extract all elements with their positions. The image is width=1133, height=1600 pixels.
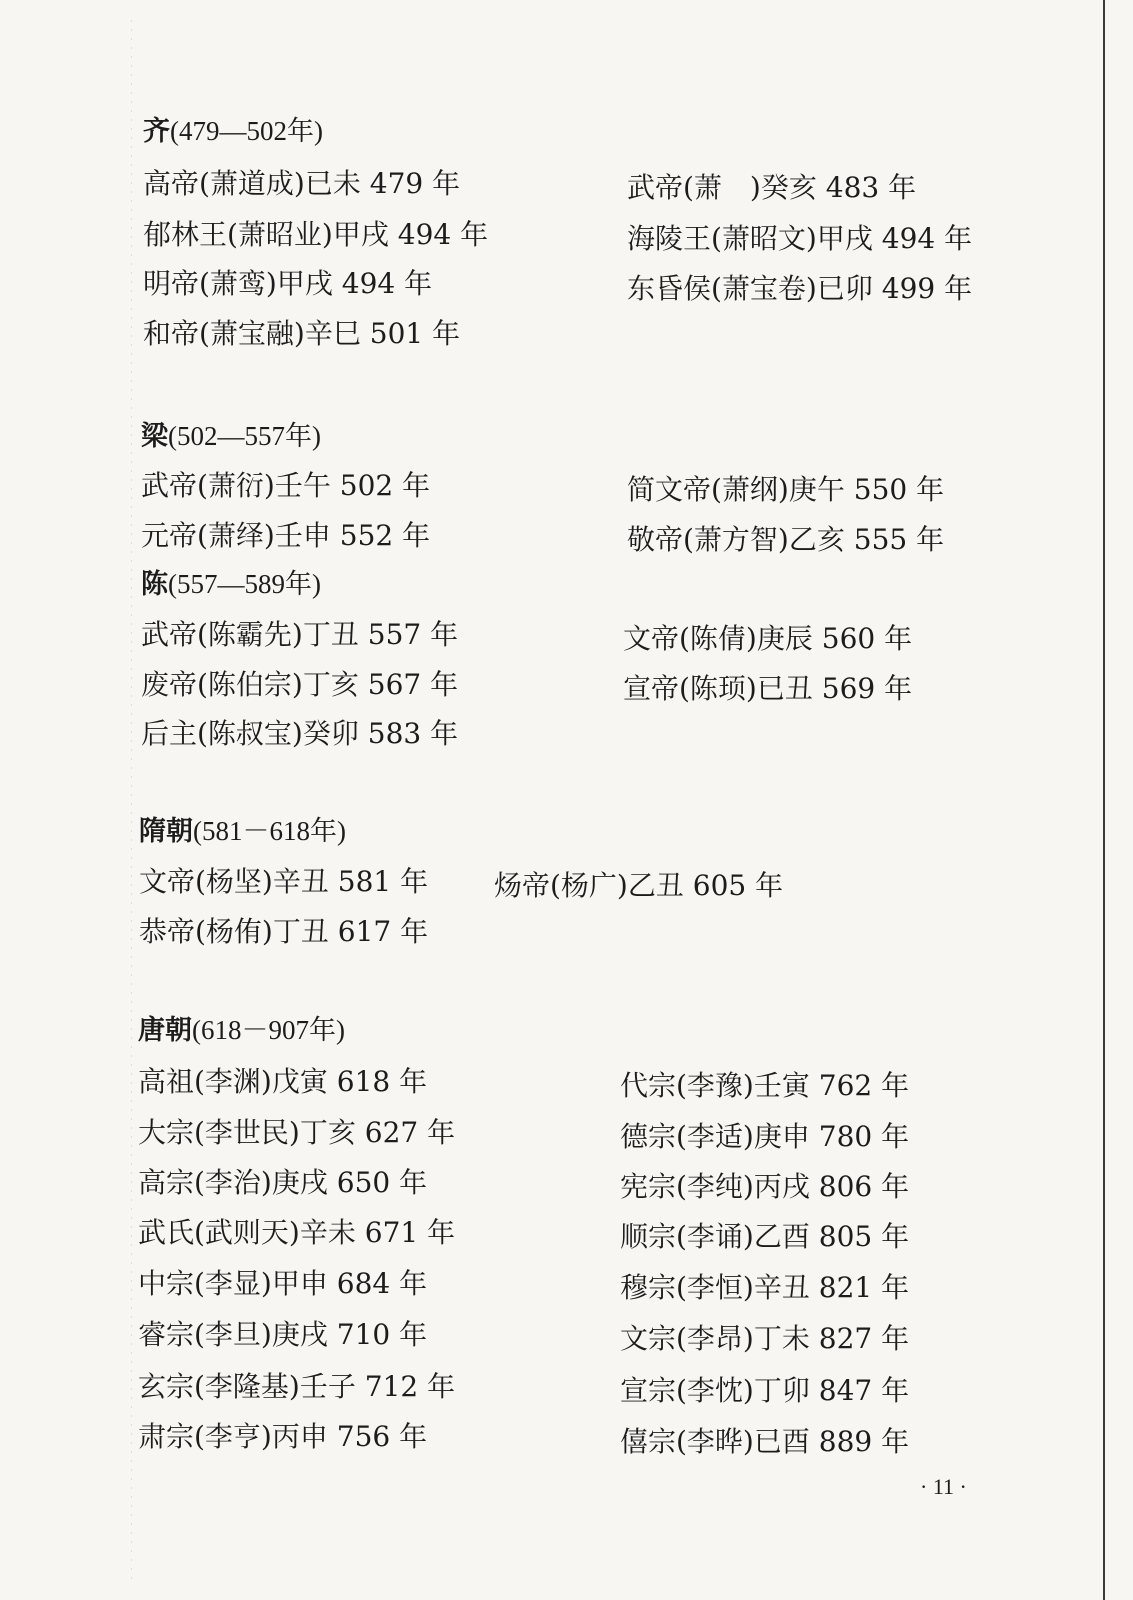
- entry: 宣宗(李忱)丁卯 847 年: [620, 1374, 910, 1407]
- entry: 肃宗(李亨)丙申 756 年: [138, 1420, 428, 1453]
- page-edge-rule: [1103, 0, 1105, 1600]
- entry: 武帝(陈霸先)丁丑 557 年: [141, 618, 459, 651]
- entry: 和帝(萧宝融)辛巳 501 年: [143, 317, 461, 350]
- entry: 郁林王(萧昭业)甲戌 494 年: [143, 218, 489, 251]
- entry: 武帝(萧 )癸亥 483 年: [627, 171, 917, 204]
- entry: 高祖(李渊)戊寅 618 年: [138, 1065, 428, 1098]
- entry: 大宗(李世民)丁亥 627 年: [138, 1116, 456, 1149]
- entry: 明帝(萧鸾)甲戌 494 年: [143, 267, 433, 300]
- entry: 废帝(陈伯宗)丁亥 567 年: [141, 668, 459, 701]
- entry: 高宗(李治)庚戌 650 年: [138, 1166, 428, 1199]
- entry: 宪宗(李纯)丙戌 806 年: [620, 1170, 910, 1203]
- entry: 德宗(李适)庚申 780 年: [620, 1120, 910, 1153]
- entry: 高帝(萧道成)已未 479 年: [143, 167, 461, 200]
- entry: 元帝(萧绎)壬申 552 年: [141, 519, 431, 552]
- section-heading-sui: 隋朝(581－618年): [139, 816, 346, 847]
- entry: 武氏(武则天)辛未 671 年: [138, 1216, 456, 1249]
- scan-shadow-line: [131, 20, 132, 1580]
- entry: 后主(陈叔宝)癸卯 583 年: [141, 717, 459, 750]
- entry: 文帝(杨坚)辛丑 581 年: [139, 865, 429, 898]
- entry: 炀帝(杨广)乙丑 605 年: [494, 869, 784, 902]
- entry: 代宗(李豫)壬寅 762 年: [620, 1069, 910, 1102]
- entry: 恭帝(杨侑)丁丑 617 年: [139, 915, 429, 948]
- entry: 简文帝(萧纲)庚午 550 年: [627, 473, 945, 506]
- page-number: · 11 ·: [920, 1474, 967, 1499]
- section-heading-liang: 梁(502—557年): [141, 421, 321, 452]
- entry: 海陵王(萧昭文)甲戌 494 年: [627, 222, 973, 255]
- entry: 东昏侯(萧宝卷)已卯 499 年: [627, 272, 973, 305]
- entry: 文宗(李昂)丁未 827 年: [620, 1322, 910, 1355]
- entry: 睿宗(李旦)庚戌 710 年: [138, 1318, 428, 1351]
- section-heading-tang: 唐朝(618－907年): [138, 1015, 345, 1046]
- entry: 武帝(萧衍)壬午 502 年: [141, 469, 431, 502]
- section-heading-qi: 齐(479—502年): [143, 116, 323, 147]
- entry: 玄宗(李隆基)壬子 712 年: [138, 1370, 456, 1403]
- entry: 文帝(陈倩)庚辰 560 年: [623, 622, 913, 655]
- entry: 顺宗(李诵)乙酉 805 年: [620, 1220, 910, 1253]
- entry: 中宗(李显)甲申 684 年: [138, 1267, 428, 1300]
- entry: 宣帝(陈顼)已丑 569 年: [623, 672, 913, 705]
- entry: 僖宗(李晔)已酉 889 年: [620, 1425, 910, 1458]
- section-heading-chen: 陈(557—589年): [141, 569, 321, 600]
- entry: 穆宗(李恒)辛丑 821 年: [620, 1271, 910, 1304]
- entry: 敬帝(萧方智)乙亥 555 年: [627, 523, 945, 556]
